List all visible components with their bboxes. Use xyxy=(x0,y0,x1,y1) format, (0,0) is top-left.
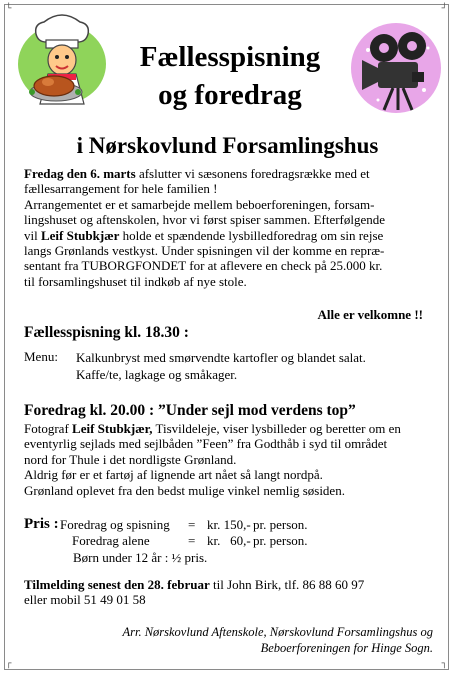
intro-line-5 xyxy=(24,228,434,243)
menu-line-1: Kalkunbryst med smørvendte kartofler og blandet salat. xyxy=(76,350,366,365)
corner-mark-top-right: ┘ xyxy=(441,4,447,14)
price-row-1-amount: kr. 150,- xyxy=(207,517,251,532)
menu-label: Menu: xyxy=(24,349,58,364)
title-line-2: og foredrag xyxy=(158,79,302,111)
intro-line-5-pre: vil xyxy=(24,227,41,243)
chef-clipart-icon xyxy=(12,12,112,112)
corner-mark-bottom-left: ┌ xyxy=(6,659,12,669)
photographer-name: Leif Stubkjær, xyxy=(72,421,153,436)
price-row-1-unit: pr. person. xyxy=(253,517,308,532)
talk-line-1-pre: Fotograf xyxy=(24,421,73,436)
price-row-2-amount: kr. 60,- xyxy=(207,533,251,548)
welcome-note: Alle er velkomne !! xyxy=(317,307,423,322)
talk-line-1-post: Tisvildeleje, viser lysbilleder og beretter om en xyxy=(152,421,401,436)
intro-line-2: fællesarrangement for hele familien ! xyxy=(24,181,218,197)
signup-deadline: Tilmelding senest den 28. februar xyxy=(24,577,210,592)
intro-line-7: sentant fra TUBORGFONDET for at aflevere en check på 25.000 kr. xyxy=(24,258,383,274)
footer-line-2: Beboerforeningen for Hinge Sogn. xyxy=(260,641,433,655)
children-price: Børn under 12 år : ½ pris. xyxy=(73,550,208,565)
price-label: Pris : xyxy=(24,516,59,532)
venue-subtitle: i Nørskovlund Forsamlingshus xyxy=(76,133,379,158)
organizers-footer xyxy=(13,624,433,656)
corner-mark-bottom-right: ┐ xyxy=(441,659,447,669)
talk-line-2: eventyrlig sejlads med sejlbåden ”Feen” fra Godthåb i syd til området xyxy=(24,436,388,452)
footer-line-1: Arr. Nørskovlund Aftenskole, Nørskovlund Forsamlingshus og xyxy=(122,625,433,639)
talk-paragraph xyxy=(24,421,434,498)
corner-mark-top-left: └ xyxy=(6,4,12,14)
signup-line-2: eller mobil 51 49 01 58 xyxy=(24,592,146,608)
talk-heading: Foredrag kl. 20.00 : ”Under sejl mod verdens top” xyxy=(24,402,356,419)
price-row-2-name: Foredrag alene xyxy=(72,533,150,548)
intro-line-3: Arrangementet er et samarbejde mellem beboerforeningen, forsam- xyxy=(24,196,375,212)
talk-line-4: Aldrig før er et fartøj af lignende art nået så langt nordpå. xyxy=(24,467,323,483)
title-line-1: Fællesspisning xyxy=(139,41,321,73)
film-projector-clipart-icon xyxy=(348,20,444,116)
talk-line-3: nord for Thule i det nordligste Grønland. xyxy=(24,451,237,467)
intro-line-8: til forsamlingshuset til indkøb af nye stole. xyxy=(24,273,247,289)
signup-contact: til John Birk, tlf. 86 88 60 97 xyxy=(209,577,365,592)
menu-items xyxy=(76,349,436,383)
talk-line-5: Grønland oplevet fra den bedst mulige vinkel nemlig søsiden. xyxy=(24,482,345,498)
talk-line-1 xyxy=(24,421,434,436)
meal-heading: Fællesspisning kl. 18.30 : xyxy=(24,324,189,341)
intro-line-6: langs Grønlands vestkyst. Under spisningen vil der komme en repræ- xyxy=(24,243,385,259)
price-row-1-name: Foredrag og spisning xyxy=(60,517,170,532)
speaker-name: Leif Stubkjær xyxy=(40,227,120,243)
signup-paragraph xyxy=(24,577,434,608)
price-row-1-equals: = xyxy=(188,517,196,532)
signup-line-1 xyxy=(24,577,434,592)
intro-line-4: lingshuset og aftenskolen, hvor vi først spiser sammen. Efterfølgende xyxy=(24,212,386,228)
event-date: Fredag den 6. marts xyxy=(24,166,136,181)
intro-line-5-post: holde et spændende lysbilledforedrag om sin rejse xyxy=(119,227,384,243)
intro-line-1 xyxy=(24,166,434,181)
page-title xyxy=(110,38,350,114)
intro-line-1-text: afslutter vi sæsonens foredragsrække med et xyxy=(135,166,370,181)
menu-line-2: Kaffe/te, lagkage og småkager. xyxy=(76,367,238,382)
price-row-2-equals: = xyxy=(188,533,196,548)
price-row-2-unit: pr. person. xyxy=(253,533,308,548)
intro-paragraph xyxy=(24,166,434,289)
